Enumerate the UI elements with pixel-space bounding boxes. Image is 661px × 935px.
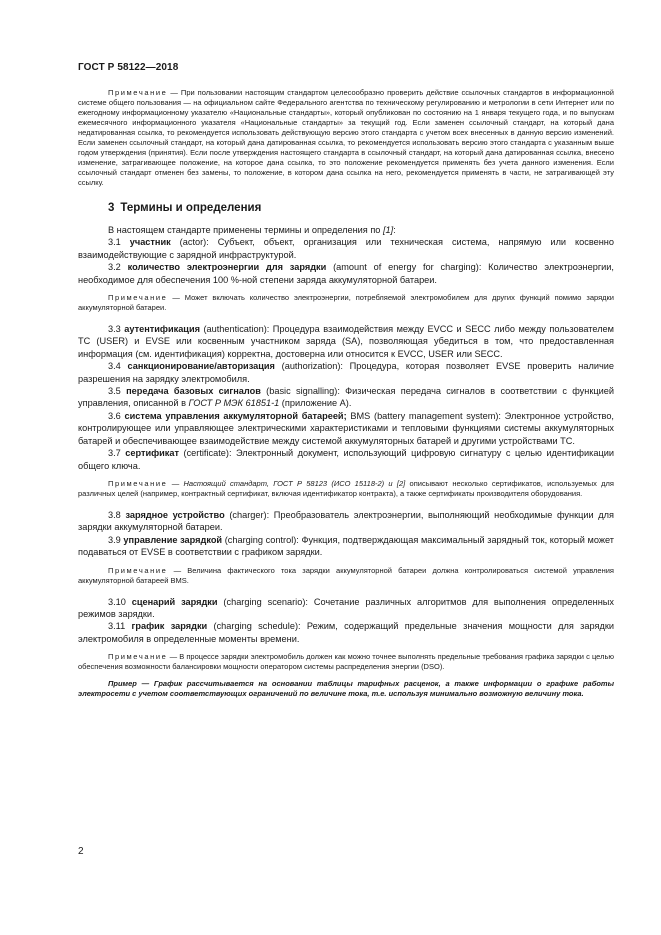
term-3-1: 3.1 участник (actor): Субъект, объект, организация или техническая система, напрямую или косвенно взаимодействующие с зарядной инфраструктурой. <box>78 237 614 260</box>
note-3-9: Примечание — Величина фактического тока зарядки аккумуляторной батареи должна контролироваться системой управления аккумуляторной батареей BMS. <box>78 565 614 585</box>
term-name: зарядное устройство <box>125 509 225 520</box>
term-name: сценарий зарядки <box>131 596 218 607</box>
note-label: Примечание <box>108 88 168 97</box>
note-3-11: Примечание — В процессе зарядки электромобиль должен как можно точнее выполнять предельные требования графика зарядки с целью обеспечения возможности балансировки мощности оператором системы распределения энергии (DSO). <box>78 652 614 672</box>
section-intro: В настоящем стандарте применены термины и определения по [1]: <box>108 225 396 235</box>
example-paragraph: Пример — График рассчитывается на основании таблицы тарифных расценок, а также информации о графике работы электросети с учетом соответствующих ограничений по величине тока, т.е. используя минимально возможную величину тока. <box>78 679 614 699</box>
term-name: сертификат <box>125 448 180 459</box>
term-3-5: 3.5 передача базовых сигналов (basic signalling): Физическая передача сигналов в соответствии с функцией управления, описанной в ГОСТ Р МЭК 61851-1 (приложение А). <box>78 386 614 409</box>
term-3-4: 3.4 санкционирование/авторизация (authorization): Процедура, которая позволяет EVSE проверить наличие разрешения на зарядку электромобиля. <box>78 361 614 384</box>
page-content <box>78 88 614 700</box>
term-name: санкционирование/авторизация <box>127 361 275 372</box>
term-name: управление зарядкой <box>123 534 223 545</box>
term-3-8: 3.8 зарядное устройство (charger): Преобразователь электроэнергии, выполняющий необходимые функции для зарядки аккумуляторной батареи. <box>78 509 614 533</box>
term-3-10: 3.10 сценарий зарядки (charging scenario): Сочетание различных алгоритмов для выполнения определенных режимов зарядки. <box>78 596 614 619</box>
section-title: Термины и определения <box>120 202 262 214</box>
term-3-7: 3.7 сертификат (certificate): Электронный документ, использующий цифровую сигнатуру с целью идентификации общего ключа. <box>78 448 614 471</box>
page-number: 2 <box>78 846 84 857</box>
note-3-2: Примечание — Может включать количество электроэнергии, потребляемой электромобилем для других функций помимо зарядки аккумуляторной батареи. <box>78 293 614 313</box>
note-3-7: Примечание — Настоящий стандарт, ГОСТ Р 58123 (ИСО 15118-2) и [2] описывают несколько сертификатов, используемых для различных целей (например, контрактный сертификат, включая идентификатор контракта), а также сертификаты производителя оборудования. <box>78 478 614 498</box>
intro-note: Примечание — При пользовании настоящим стандартом целесообразно проверить действие ссылочных стандартов в информационной системе общего пользования — на официальном сайте Федерального агентства по техническому регулированию и метрологии в сети Интернет или по ежегодному информационному указателю «Национальные стандарты», который опубликован по состоянию на 1 января текущего года, и по выпускам ежемесячного информационного указателя «Национальные стандарты» за текущий год. Если заменен ссылочный стандарт, на который дана недатированная ссылка, то рекомендуется использовать действующую версию этого стандарта с учетом всех внесенных в данную версию изменений. Если заменен ссылочный стандарт, на который дана датированная ссылка, то рекомендуется использовать версию этого стандарта с указанным выше годом утверждения (принятия). Если после утверждения настоящего стандарта в ссылочный стандарт, на который дана датированная ссылка, внесено изменение, затрагивающее положение, на которое дана ссылка, то это положение рекомендуется применять без учета данного изменения. Если ссылочный стандарт отменен без замены, то положение, в котором дана ссылка на него, рекомендуется применять в части, не затрагивающей эту ссылку. <box>78 88 615 187</box>
term-3-3: 3.3 аутентификация (authentication): Процедура взаимодействия между EVCC и SECC либо между пользователем ТС (USER) и EVSE или косвенным участником заряда (SA), позволяющая убедиться в том, что предоставленная информация (см. идентификация) корректна, достоверна или относится к EVCC, USER или SECC. <box>78 324 614 359</box>
term-3-2: 3.2 количество электроэнергии для зарядки (amount of energy for charging): Количество электроэнергии, необходимое для обеспечения 100 %-ной степени заряда аккумуляторной батареи. <box>78 262 614 285</box>
term-name: участник <box>129 237 171 248</box>
term-name: система управления аккумуляторной батареей; <box>124 410 347 421</box>
term-3-6: 3.6 система управления аккумуляторной батареей; BMS (battery management system): Электронное устройство, контролирующее или управляющее электрическими характеристиками и тепловыми функциями системы аккумуляторных батарей и обеспечивающее взаимодействие между системой аккумуляторных батарей и другими устройствами ТС. <box>78 410 614 446</box>
reference: ГОСТ Р МЭК 61851-1 <box>188 398 280 409</box>
term-name: график зарядки <box>131 621 208 632</box>
section-heading <box>78 202 614 214</box>
reference: [1] <box>382 225 394 235</box>
term-name: аутентификация <box>124 324 200 335</box>
term-3-11: 3.11 график зарядки (charging schedule): Режим, содержащий предельные значения мощности для зарядки электромобиля в определенные моменты времени. <box>78 621 614 644</box>
term-name: количество электроэнергии для зарядки <box>127 262 327 273</box>
page-header: ГОСТ Р 58122—2018 <box>78 62 179 73</box>
section-number: 3 <box>108 202 115 214</box>
term-name: передача базовых сигналов <box>126 386 261 397</box>
term-3-9: 3.9 управление зарядкой (charging control): Функция, подтверждающая максимальный зарядный ток, который может подаваться от EVSE в соответствии с графиком зарядки. <box>78 534 614 558</box>
reference: Настоящий стандарт, ГОСТ Р 58123 (ИСО 15118-2) и [2] <box>183 478 406 488</box>
